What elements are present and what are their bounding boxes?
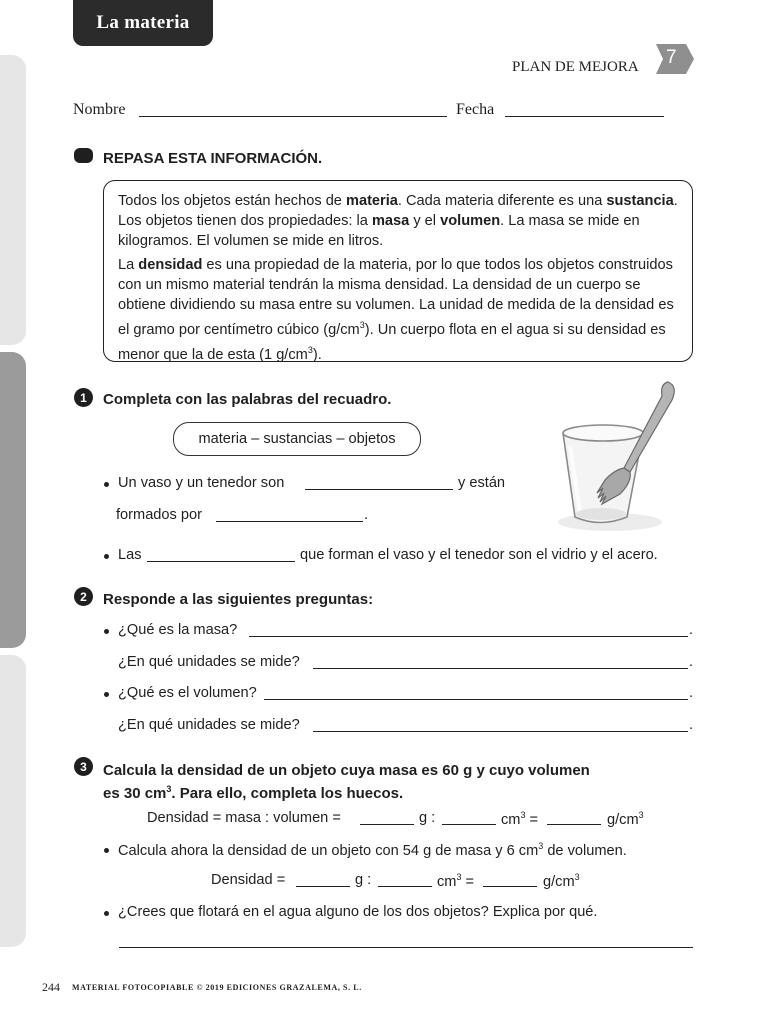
ex1-b1-end: . — [364, 507, 369, 523]
exercise-3-number: 3 — [74, 757, 93, 776]
page-number: 244 — [42, 980, 60, 994]
ex1-blank-1[interactable] — [305, 489, 453, 490]
info-box — [103, 180, 693, 362]
page-title: La materia — [73, 0, 213, 46]
bullet-icon — [104, 911, 109, 916]
side-tab-top — [0, 55, 26, 345]
ex2-q2b: ¿En qué unidades se mide? — [118, 717, 300, 733]
ex3-bullet-2: ¿Crees que flotará en el agua alguno de los dos objetos? Explica por qué. — [118, 904, 598, 920]
formula-2-unit-cm3: $cm^3$ = — [437, 872, 475, 890]
formula-1-unit-g: g : — [419, 810, 436, 826]
formula-2-blank-mass[interactable] — [296, 886, 350, 887]
date-label: Fecha — [456, 101, 495, 118]
formula-2-blank-result[interactable] — [483, 886, 537, 887]
formula-1-prefix: Densidad = masa : volumen = — [147, 810, 341, 826]
exercise-2-number: 2 — [74, 587, 93, 606]
formula-2-prefix: Densidad = — [211, 872, 286, 888]
side-tab-bottom — [0, 655, 26, 947]
ex2-dot: . — [689, 654, 694, 670]
plan-number: 7 — [666, 47, 677, 68]
ex1-b1-mid: y están — [458, 475, 506, 491]
name-field[interactable] — [139, 116, 447, 117]
ex1-blank-2[interactable] — [216, 521, 363, 522]
ex2-answer-4[interactable] — [313, 731, 688, 732]
formula-2-unit-g: g : — [355, 872, 372, 888]
ex2-q1: ¿Qué es la masa? — [118, 622, 238, 638]
formula-1-blank-mass[interactable] — [360, 824, 414, 825]
plan-label: PLAN DE MEJORA — [512, 59, 639, 75]
bullet-icon — [104, 482, 109, 487]
ex2-q1b: ¿En qué unidades se mide? — [118, 654, 300, 670]
info-paragraph-1: Todos los objetos están hechos de materia. Cada materia diferente es una sustancia. Los objetos tienen dos propiedades: la masa y el volumen. La masa se mide en kilogramos. El volumen se mide en litros. — [118, 193, 678, 249]
bullet-icon — [104, 692, 109, 697]
ex1-blank-3[interactable] — [147, 561, 295, 562]
ex2-dot: . — [689, 622, 694, 638]
formula-1-blank-result[interactable] — [547, 824, 601, 825]
ex3-answer-line[interactable] — [119, 947, 693, 948]
section-bullet-icon — [74, 148, 93, 163]
ex1-b2-start: Las — [118, 547, 142, 563]
info-paragraph-2: La densidad es una propiedad de la materia, por lo que todos los objetos construidos con un mismo material tendrán la misma densidad. La densidad de un cuerpo se obtiene dividiendo su masa entre su volumen. La unidad de medida de la densidad es el gramo por centímetro cúbico $(g/cm^3)$. Un cuerpo flota en el agua si su densidad es menor que la de esta (1 $g/cm^3$). — [118, 257, 674, 363]
footer-copyright: MATERIAL FOTOCOPIABLE © 2019 EDICIONES GRAZALEMA, S. L. — [72, 983, 362, 992]
name-label: Nombre — [73, 101, 126, 118]
ex2-dot: . — [689, 717, 694, 733]
ex2-answer-3[interactable] — [264, 699, 688, 700]
ex2-answer-2[interactable] — [313, 668, 688, 669]
glass-with-fork-illustration — [550, 376, 690, 536]
plan-number-badge — [656, 44, 694, 74]
ex1-b1-start: Un vaso y un tenedor son — [118, 475, 285, 491]
ex2-answer-1[interactable] — [249, 636, 688, 637]
ex1-b1-line2: formados por — [116, 507, 202, 523]
review-heading: REPASA ESTA INFORMACIÓN. — [103, 150, 323, 167]
exercise-1-heading: Completa con las palabras del recuadro. — [103, 391, 392, 408]
ex1-b2-end: que forman el vaso y el tenedor son el vidrio y el acero. — [300, 547, 658, 563]
exercise-2-heading: Responde a las siguientes preguntas: — [103, 591, 374, 608]
exercise-1-number: 1 — [74, 388, 93, 407]
ex2-q2: ¿Qué es el volumen? — [118, 685, 257, 701]
ex2-dot: . — [689, 685, 694, 701]
bullet-icon — [104, 554, 109, 559]
formula-2-blank-volume[interactable] — [378, 886, 432, 887]
word-bank-box: materia – sustancias – objetos — [173, 422, 421, 456]
ex3-bullet-1: Calcula ahora la densidad de un objeto con 54 g de masa y 6 $cm^3$ de volumen. — [118, 841, 627, 859]
date-field[interactable] — [505, 116, 664, 117]
formula-1-blank-volume[interactable] — [442, 824, 496, 825]
exercise-3-heading: Calcula la densidad de un objeto cuya masa es 60 g y cuyo volumen es 30 $cm^3$. Para ello, completa los huecos. — [103, 762, 590, 802]
bullet-icon — [104, 629, 109, 634]
formula-1-unit-cm3: $cm^3$ = — [501, 810, 539, 828]
formula-2-unit-gcm3: $g/cm^3$ — [543, 872, 580, 890]
formula-1-unit-gcm3: $g/cm^3$ — [607, 810, 644, 828]
side-tab-active — [0, 352, 26, 648]
bullet-icon — [104, 848, 109, 853]
